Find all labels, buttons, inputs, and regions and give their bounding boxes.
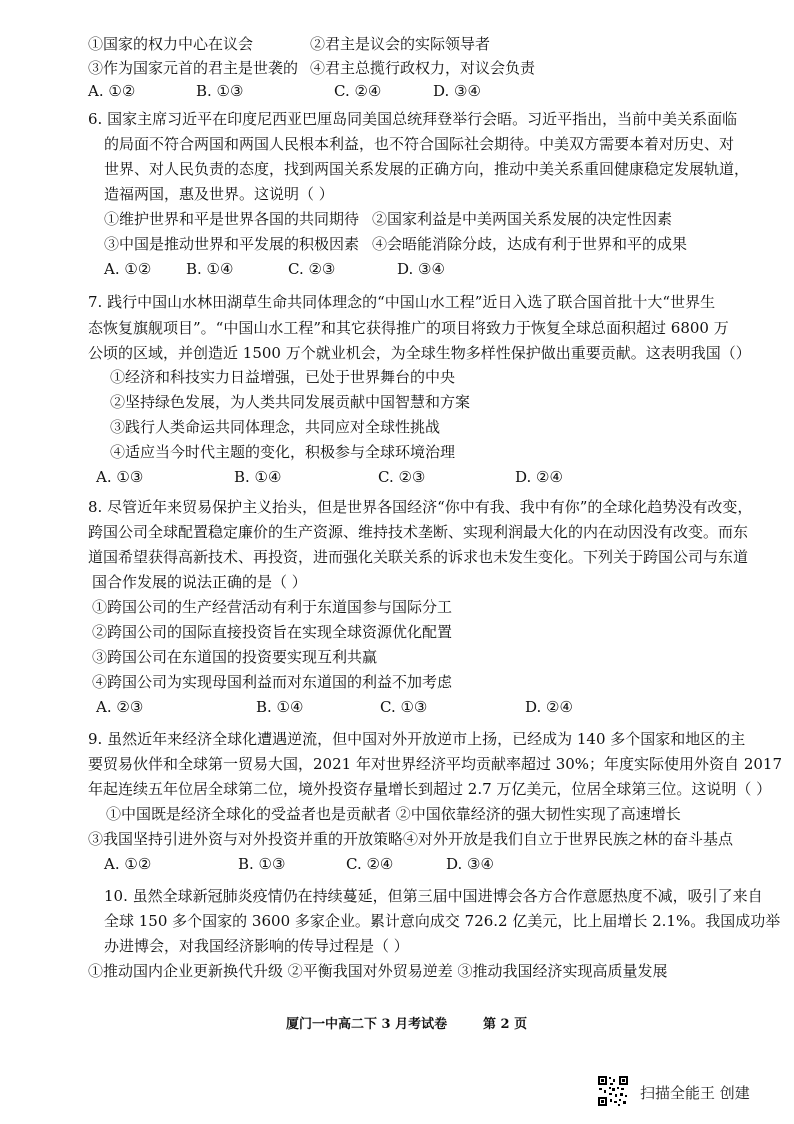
q6-option-d: D. ③④ <box>397 260 445 278</box>
q9-statements-3-4: ③我国坚持引进外资与对外投资并重的开放策略④对外开放是我们自立于世界民族之林的奋斗基点 <box>88 830 734 848</box>
q9-option-c: C. ②④ <box>346 855 394 873</box>
q6-statement-4: ④会晤能消除分歧，达成有利于世界和平的成果 <box>372 235 688 253</box>
scanner-watermark: 扫描全能王 创建 <box>640 1084 750 1102</box>
q9-statements-1-2: ①中国既是经济全球化的受益者也是贡献者 ②中国依靠经济的强大韧性实现了高速增长 <box>106 805 681 823</box>
q7-option-a: A. ①③ <box>96 468 144 486</box>
q6-statement-1: ①维护世界和平是世界各国的共同期待 <box>104 210 360 228</box>
q7-stem-line-2: 态恢复旗舰项目”。“中国山水工程”和其它获得推广的项目将致力于恢复全球总面积超过 6800 万 <box>88 319 729 337</box>
q7-stem-line-1: 7. 践行中国山水林田湖草生命共同体理念的“中国山水工程”近日入选了联合国首批十大“世界生 <box>88 293 716 311</box>
q10-stem-line-1: 10. 虽然全球新冠肺炎疫情仍在持续蔓延，但第三届中国进博会各方合作意愿热度不减，吸引了来自 <box>104 887 763 905</box>
q8-stem-line-4: 国合作发展的说法正确的是（ ） <box>92 573 307 591</box>
q10-statements: ①推动国内企业更新换代升级 ②平衡我国对外贸易逆差 ③推动我国经济实现高质量发展 <box>88 962 668 980</box>
q7-statement-1: ①经济和科技实力日益增强，已处于世界舞台的中央 <box>110 368 456 386</box>
q10-stem-line-3: 办进博会，对我国经济影响的传导过程是（ ） <box>104 937 409 955</box>
q8-option-c: C. ①③ <box>380 698 428 716</box>
q8-statement-3: ③跨国公司在东道国的投资要实现互利共赢 <box>92 648 378 666</box>
q8-option-d: D. ②④ <box>525 698 573 716</box>
q6-stem-line-3: 世界、对人民负责的态度，找到两国关系发展的正确方向，推动中美关系重回健康稳定发展轨道， <box>104 160 750 178</box>
footer-school-exam: 厦门一中高二下 3 月考试卷 <box>286 1017 448 1032</box>
q9-stem-line-3: 年起连续五年位居全球第二位，境外投资存量增长到超过 2.7 万亿美元，位居全球第三位。这说明（ ） <box>88 780 772 798</box>
q7-stem-line-3: 公顷的区域，并创造近 1500 万个就业机会，为全球生物多样性保护做出重要贡献。这表明我国（） <box>88 344 751 362</box>
q9-option-b: B. ①③ <box>238 855 286 873</box>
q8-statement-4: ④跨国公司为实现母国利益而对东道国的利益不加考虑 <box>92 673 453 691</box>
q10-stem-line-2: 全球 150 多个国家的 3600 多家企业。累计意向成交 726.2 亿美元，比上届增长 2.1%。我国成功举 <box>104 912 781 930</box>
q6-statement-3: ③中国是推动世界和平发展的积极因素 <box>104 235 360 253</box>
q7-statement-3: ③践行人类命运共同体理念，共同应对全球性挑战 <box>110 418 441 436</box>
footer-page-number: 第 2 页 <box>483 1017 528 1032</box>
q7-option-c: C. ②③ <box>378 468 426 486</box>
qr-code-icon <box>597 1075 629 1107</box>
q9-option-d: D. ③④ <box>446 855 494 873</box>
q9-stem-line-2: 要贸易伙伴和全球第一贸易大国，2021 年对世界经济平均贡献率超过 30%；年度实际使用外资自 2017 <box>88 755 782 773</box>
q6-statement-2: ②国家利益是中美两国关系发展的决定性因素 <box>372 210 673 228</box>
q8-option-b: B. ①④ <box>256 698 304 716</box>
q8-statement-2: ②跨国公司的国际直接投资旨在实现全球资源优化配置 <box>92 623 453 641</box>
q5-option-c: C. ②④ <box>334 82 382 100</box>
q8-stem-line-3: 道国希望获得高新技术、再投资，进而强化关联关系的诉求也未发生变化。下列关于跨国公司与东道 <box>88 548 749 566</box>
q9-stem-line-1: 9. 虽然近年来经济全球化遭遇逆流，但中国对外开放逆市上扬，已经成为 140 多个国家和地区的主 <box>88 730 746 748</box>
q5-statement-4: ④君主总揽行政权力，对议会负责 <box>310 59 536 77</box>
q7-option-d: D. ②④ <box>515 468 563 486</box>
q5-statement-2: ②君主是议会的实际领导者 <box>310 35 491 53</box>
q6-option-b: B. ①④ <box>186 260 234 278</box>
q5-option-b: B. ①③ <box>196 82 244 100</box>
q6-option-c: C. ②③ <box>288 260 336 278</box>
q5-statement-1: ①国家的权力中心在议会 <box>88 35 254 53</box>
q7-option-b: B. ①④ <box>234 468 282 486</box>
q8-statement-1: ①跨国公司的生产经营活动有利于东道国参与国际分工 <box>92 598 453 616</box>
q5-option-d: D. ③④ <box>433 82 481 100</box>
q6-option-a: A. ①② <box>104 260 152 278</box>
q6-stem-line-4: 造福两国，惠及世界。这说明（ ） <box>104 185 334 203</box>
q9-option-a: A. ①② <box>104 855 152 873</box>
q6-stem-line-1: 6. 国家主席习近平在印度尼西亚巴厘岛同美国总统拜登举行会晤。习近平指出，当前中美关系面临 <box>88 110 738 128</box>
q8-option-a: A. ②③ <box>96 698 144 716</box>
q6-stem-line-2: 的局面不符合两国和两国人民根本利益，也不符合国际社会期待。中美双方需要本着对历史、对 <box>104 135 735 153</box>
q5-statement-3: ③作为国家元首的君主是世袭的 <box>88 59 299 77</box>
q5-option-a: A. ①② <box>88 82 136 100</box>
q8-stem-line-1: 8. 尽管近年来贸易保护主义抬头，但是世界各国经济“你中有我、我中有你”的全球化趋势没有改变， <box>88 498 753 516</box>
q7-statement-4: ④适应当今时代主题的变化，积极参与全球环境治理 <box>110 443 456 461</box>
q8-stem-line-2: 跨国公司全球配置稳定廉价的生产资源、维持技术垄断、实现利润最大化的内在动因没有改变。而东 <box>88 523 749 541</box>
q7-statement-2: ②坚持绿色发展，为人类共同发展贡献中国智慧和方案 <box>110 393 471 411</box>
